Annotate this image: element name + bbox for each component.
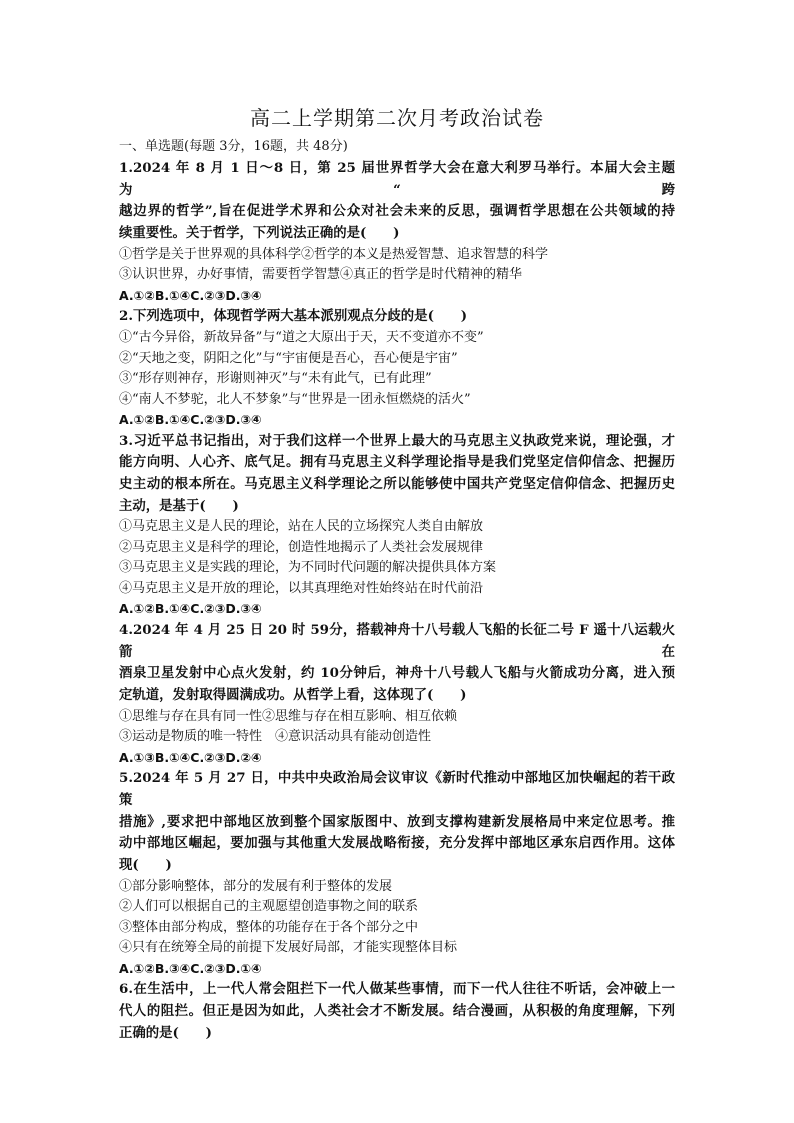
option-line: ①“古今异俗，新故异备”与“道之大原出于天，天不变道亦不变” (119, 330, 484, 346)
question-2 (119, 306, 675, 430)
option-line: ④只有在统筹全局的前提下发展好局部，才能实现整体目标 (119, 940, 458, 956)
question-1 (119, 158, 675, 306)
question-stem-line: 1.2024 年 8 月 1 日～8 日，第 25 届世界哲学大会在意大利罗马举行。本届大会主题为“跨 (119, 160, 675, 198)
question-stem-line: 6.在生活中，上一代人常会阻拦下一代人做某些事情，而下一代人往往不听话，会冲破上一 (119, 981, 675, 998)
question-stem-line: 动中部地区崛起，要加强与其他重大发展战略衔接，充分发挥中部地区承东启西作用。这体 (119, 835, 675, 852)
option-line: ④马克思主义是开放的理论，以其真理绝对性始终站在时代前沿 (119, 580, 484, 596)
question-6 (119, 979, 675, 1044)
option-line: ①部分影响整体，部分的发展有利于整体的发展 (119, 878, 393, 894)
option-line: ③“形存则神存，形谢则神灭”与“未有此气，已有此理” (119, 371, 432, 387)
question-stem-line: 正确的是( ) (119, 1024, 213, 1041)
question-stem-line: 定轨道，发射取得圆满成功。从哲学上看，这体现了( ) (119, 686, 467, 703)
option-line: ①哲学是关于世界观的具体科学②哲学的本义是热爱智慧、追求智慧的科学 (119, 246, 549, 262)
question-stem-line: 史主动的根本所在。马克思主义科学理论之所以能够使中国共产党坚定信仰信念、把握历史 (119, 475, 675, 492)
answer-choices: A.①②B.③④C.②③D.①④ (119, 960, 262, 976)
question-3 (119, 431, 675, 620)
answer-choices: A.①②B.①④C.②③D.③④ (119, 412, 262, 428)
question-stem-line: 3.习近平总书记指出，对于我们这样一个世界上最大的马克思主义执政党来说，理论强，才 (119, 432, 675, 449)
question-list (119, 136, 675, 1044)
question-stem-line: 能方向明、人心齐、底气足。拥有马克思主义科学理论指导是我们党坚定信仰信念、把握历 (119, 454, 675, 471)
option-line: ③认识世界，办好事情，需要哲学智慧④真正的哲学是时代精神的精华 (119, 267, 523, 283)
question-stem-line: 5.2024 年 5 月 27 日，中共中央政治局会议审议《新时代推动中部地区加快崛起的若干政策 (119, 770, 675, 808)
question-stem-line: 现( ) (119, 856, 172, 873)
option-line: ②马克思主义是科学的理论，创造性地揭示了人类社会发展规律 (119, 539, 484, 555)
option-line: ①马克思主义是人民的理论，站在人民的立场探究人类自由解放 (119, 519, 484, 535)
answer-choices: A.①②B.①④C.②③D.③④ (119, 601, 262, 617)
question-stem-line: 措施》,要求把中部地区放到整个国家版图中、放到支撑构建新发展格局中来定位思考。推 (119, 813, 675, 830)
option-line: ③整体由部分构成，整体的功能存在于各个部分之中 (119, 919, 419, 935)
question-stem-line: 酒泉卫星发射中心点火发射，约 10分钟后，神舟十八号载人飞船与火箭成功分离，进入预 (119, 665, 675, 682)
section-heading: 一、单选题(每题 3分，16题，共 48分) (119, 139, 348, 154)
option-line: ①思维与存在具有同一性②思维与存在相互影响、相互依赖 (119, 708, 458, 724)
answer-choices: A.①③B.①④C.②③D.②④ (119, 749, 262, 765)
option-line: ④“南人不梦驼，北人不梦象”与“世界是一团永恒燃烧的活火” (119, 391, 471, 407)
question-5 (119, 768, 675, 979)
option-line: ③马克思主义是实践的理论，为不同时代问题的解决提供具体方案 (119, 560, 497, 576)
option-line: ③运动是物质的唯一特性 ④意识活动具有能动创造性 (119, 729, 432, 745)
option-line: ②“天地之变，阴阳之化”与“宇宙便是吾心，吾心便是宇宙” (119, 350, 458, 366)
question-stem-line: 续重要性。关于哲学，下列说法正确的是( ) (119, 225, 400, 242)
question-stem-line: 4.2024 年 4 月 25 日 20 时 59分，搭载神舟十八号载人飞船的长征二号 F 遥十八运载火箭在 (119, 621, 675, 660)
question-stem-line: 2.下列选项中，体现哲学两大基本派别观点分歧的是( ) (119, 308, 468, 325)
question-4 (119, 620, 675, 768)
question-stem-line: 主动，是基于( ) (119, 497, 239, 514)
exam-title: 高二上学期第二次月考政治试卷 (250, 106, 544, 130)
option-line: ②人们可以根据自己的主观愿望创造事物之间的联系 (119, 899, 419, 915)
answer-choices: A.①②B.①④C.②③D.③④ (119, 287, 262, 303)
question-stem-line: 代人的阻拦。但正是因为如此，人类社会才不断发展。结合漫画，从积极的角度理解，下列 (119, 1002, 675, 1019)
question-stem-line: 越边界的哲学”,旨在促进学术界和公众对社会未来的反思，强调哲学思想在公共领域的持 (119, 203, 675, 220)
